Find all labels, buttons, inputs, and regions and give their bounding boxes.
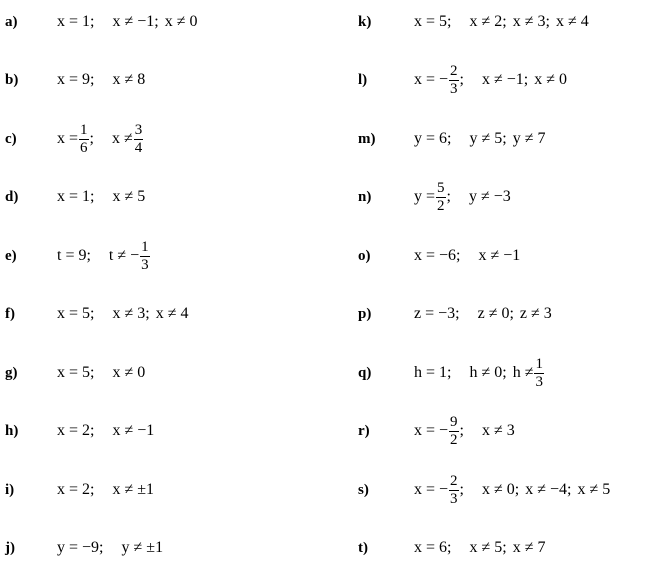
solution-part: x ≠ 4 xyxy=(155,305,189,322)
fraction-denominator: 2 xyxy=(450,431,458,448)
solution-part: x ≠ xyxy=(111,130,133,147)
solution-part: x ≠ 5; xyxy=(469,539,507,556)
solution-part: x ≠ 0 xyxy=(164,13,198,30)
solution-part: x = 1; xyxy=(57,13,95,30)
problem-label: g) xyxy=(5,364,18,381)
solution xyxy=(414,414,515,449)
problem-d xyxy=(5,177,145,217)
solution-part: z ≠ 3 xyxy=(519,305,552,322)
problem-e xyxy=(5,236,151,276)
problem-label: i) xyxy=(5,481,15,498)
solution-part: y ≠ 5; xyxy=(469,130,507,147)
problem-k xyxy=(358,2,589,42)
problem-label: p) xyxy=(358,305,372,322)
problem-t xyxy=(358,528,545,568)
solution xyxy=(57,539,163,557)
solution xyxy=(57,122,144,157)
fraction xyxy=(534,356,544,391)
problem-r xyxy=(358,411,515,451)
fraction-numerator: 9 xyxy=(450,413,458,430)
problem-label: c) xyxy=(5,130,17,147)
problem-f xyxy=(5,294,188,334)
solution xyxy=(414,63,567,98)
solution xyxy=(414,539,545,557)
solution-part: ; xyxy=(446,188,451,205)
solution xyxy=(414,305,552,323)
fraction-numerator: 1 xyxy=(80,121,88,138)
fraction-numerator: 3 xyxy=(134,121,143,138)
solution-part: ; xyxy=(89,130,94,147)
problem-n xyxy=(358,177,511,217)
fraction-denominator: 2 xyxy=(437,197,445,214)
problem-label: b) xyxy=(5,71,19,88)
fraction xyxy=(436,180,446,215)
problem-label: d) xyxy=(5,188,19,205)
solution-part: x ≠ 3; xyxy=(512,13,550,30)
solution xyxy=(414,130,545,148)
problem-a xyxy=(5,2,198,42)
fraction xyxy=(134,122,144,157)
problem-p xyxy=(358,294,552,334)
solution xyxy=(57,422,154,440)
solution-part: x ≠ 5 xyxy=(577,481,611,498)
solution-part: x ≠ −1 xyxy=(112,422,155,439)
solution-part: y ≠ −3 xyxy=(468,188,511,205)
solution-part: x = 6; xyxy=(414,539,452,556)
solution xyxy=(57,71,145,89)
problem-i xyxy=(5,470,154,510)
solution-part: x ≠ 3; xyxy=(112,305,150,322)
solution-part: x ≠ 8 xyxy=(112,71,146,88)
solution-part: x ≠ 7 xyxy=(512,539,546,556)
solution-part: h = 1; xyxy=(414,364,452,381)
solution xyxy=(414,13,589,31)
solution-part: ; xyxy=(459,481,464,498)
problem-label: k) xyxy=(358,13,372,30)
problem-h xyxy=(5,411,154,451)
problem-label: j) xyxy=(5,539,15,556)
solution-part: z = −3; xyxy=(414,305,460,322)
solution-part: x = 5; xyxy=(57,305,95,322)
solution-part: x = 5; xyxy=(414,13,452,30)
fraction-numerator: 1 xyxy=(141,238,149,255)
problem-c xyxy=(5,119,144,159)
solution-part: x = xyxy=(57,130,79,147)
problem-label: o) xyxy=(358,247,371,264)
solution-part: x ≠ 4 xyxy=(555,13,589,30)
solution-part: ; xyxy=(459,422,464,439)
solution xyxy=(57,305,188,323)
fraction-denominator: 3 xyxy=(141,256,149,273)
solution-part: ; xyxy=(459,71,464,88)
solution-part: x ≠ ±1 xyxy=(112,481,155,498)
solution-part: x = 2; xyxy=(57,422,95,439)
solution xyxy=(414,473,610,508)
solution-part: x ≠ 0 xyxy=(534,71,568,88)
solution-part: x ≠ 0; xyxy=(482,481,520,498)
problem-label: t) xyxy=(358,539,368,556)
problem-label: q) xyxy=(358,364,372,381)
problem-m xyxy=(358,119,545,159)
problem-label: s) xyxy=(358,481,369,498)
solution xyxy=(57,364,145,382)
solution-part: x ≠ 3 xyxy=(482,422,515,439)
solution xyxy=(57,188,145,206)
solution-part: x = −6; xyxy=(414,247,461,264)
fraction-denominator: 3 xyxy=(450,490,458,507)
problem-label: l) xyxy=(358,71,368,88)
fraction xyxy=(449,414,459,449)
solution-part: y ≠ ±1 xyxy=(121,539,164,556)
fraction xyxy=(449,63,459,98)
solution xyxy=(414,247,520,265)
fraction-denominator: 4 xyxy=(134,139,143,156)
problem-label: a) xyxy=(5,13,18,30)
solution xyxy=(57,481,154,499)
problem-label: n) xyxy=(358,188,372,205)
problem-label: r) xyxy=(358,422,370,439)
solution-part: x ≠ −4; xyxy=(525,481,572,498)
solution-part: y = 6; xyxy=(414,130,452,147)
problem-b xyxy=(5,60,145,100)
problem-label: e) xyxy=(5,247,17,264)
solution xyxy=(414,180,511,215)
solution-part: x = − xyxy=(414,71,449,88)
problem-q xyxy=(358,353,545,393)
solution xyxy=(57,13,198,31)
solution xyxy=(414,356,545,391)
problem-s xyxy=(358,470,610,510)
solution-part: x ≠ −1 xyxy=(478,247,521,264)
solution-part: y = xyxy=(414,188,436,205)
fraction xyxy=(449,473,459,508)
fraction-denominator: 3 xyxy=(450,80,458,97)
solution-part: x = − xyxy=(414,422,449,439)
solution-part: y = −9; xyxy=(57,539,104,556)
problem-label: h) xyxy=(5,422,19,439)
solution-part: x = 5; xyxy=(57,364,95,381)
fraction xyxy=(79,122,89,157)
fraction-denominator: 6 xyxy=(80,139,88,156)
solution-part: t ≠ − xyxy=(108,247,140,264)
fraction-numerator: 2 xyxy=(450,472,458,489)
solution-part: x = 2; xyxy=(57,481,95,498)
solution-part: x ≠ 2; xyxy=(469,13,507,30)
solution-part: x ≠ 0 xyxy=(112,364,146,381)
fraction-denominator: 3 xyxy=(535,373,543,390)
solution-part: t = 9; xyxy=(57,247,91,264)
problem-label: f) xyxy=(5,305,15,322)
problem-g xyxy=(5,353,145,393)
problem-o xyxy=(358,236,520,276)
solution-part: x ≠ −1; xyxy=(112,13,159,30)
solution-part: x ≠ −1; xyxy=(482,71,529,88)
problem-label: m) xyxy=(358,130,376,147)
solution-part: h ≠ xyxy=(512,364,534,381)
fraction xyxy=(140,239,150,274)
problem-l xyxy=(358,60,567,100)
problem-j xyxy=(5,528,163,568)
solution-part: x = 9; xyxy=(57,71,95,88)
solution-part: x ≠ 5 xyxy=(112,188,146,205)
fraction-numerator: 1 xyxy=(535,355,543,372)
solution xyxy=(57,239,151,274)
solution-part: y ≠ 7 xyxy=(512,130,546,147)
fraction-numerator: 2 xyxy=(450,62,458,79)
solution-part: x = 1; xyxy=(57,188,95,205)
solution-part: h ≠ 0; xyxy=(469,364,507,381)
solution-part: x = − xyxy=(414,481,449,498)
solution-part: z ≠ 0; xyxy=(477,305,514,322)
fraction-numerator: 5 xyxy=(437,179,445,196)
